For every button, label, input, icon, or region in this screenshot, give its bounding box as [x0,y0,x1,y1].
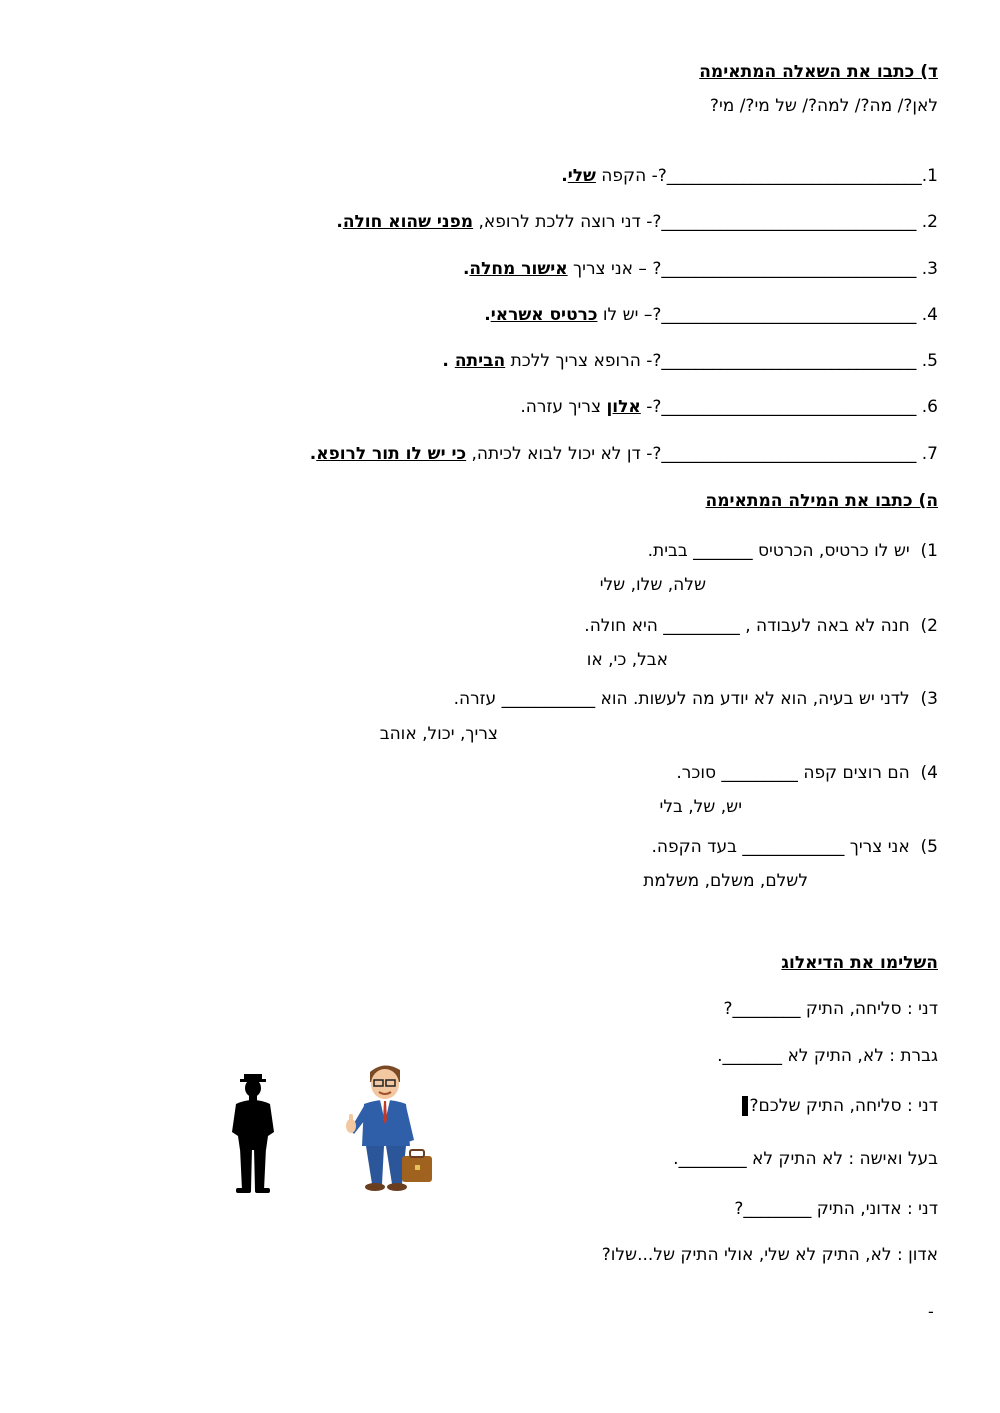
answer-blank[interactable]: ______________________________ [666,166,922,186]
word-options-4: יש, של, בלי [659,797,742,817]
item-number: 5. [921,351,938,371]
item-sentence: הם רוצים קפה _________ סוכר. [676,763,910,783]
item-text: ?- [640,397,662,417]
item-number: 3. [921,259,938,279]
answer-blank[interactable]: ______________________________ [661,212,922,232]
item-sentence: אני צריך ____________ בעד הקפה. [651,837,910,857]
answer-blank[interactable]: ______________________________ [661,259,922,279]
dialogue-text: דני : סליחה, התיק שלכם? [749,1096,938,1116]
item-end: צריך עזרה. [520,397,607,417]
word-options-2: אבל, כי, או [586,650,668,670]
item-text: ?- דן לא יכול לבוא לכיתה, [466,444,662,464]
item-text: ?- הרופא צריך ללכת [505,351,662,371]
question-item-2 [336,211,938,233]
question-words: לאן?/ מה?/ למה?/ של מי?/ מי? [709,96,938,116]
item-end: . [484,305,491,325]
item-end: . [561,166,568,186]
item-number: 5) [920,837,938,857]
item-number: 2) [920,616,938,636]
fill-word-item-3 [454,688,938,710]
fill-word-item-1 [648,540,938,562]
item-sentence: יש לו כרטיס, הכרטיס _______ בבית. [647,541,910,561]
text-cursor [742,1096,748,1116]
section-d-title: ד) כתבו את השאלה המתאימה [699,62,938,82]
footer-mark: - [928,1302,934,1321]
item-highlight: שלי [567,166,596,186]
businessman-icon [340,1060,440,1195]
fill-word-item-2 [584,615,938,637]
item-number: 4) [920,763,938,783]
item-text: ?– יש לו [597,305,662,325]
item-highlight: כרטיס אשראי [490,305,598,325]
item-number: 4. [921,305,938,325]
item-number: 6. [921,397,938,417]
dialogue-line-4: בעל ואישה : לא התיק לא ________. [673,1149,938,1169]
answer-blank[interactable]: ______________________________ [661,444,922,464]
dialogue-line-2: גברת : לא, התיק לא _______. [717,1046,938,1066]
item-end: . [442,351,455,371]
question-item-3 [463,258,938,280]
silhouette-man-icon [222,1070,282,1195]
question-item-1 [561,165,938,187]
question-item-7 [310,443,938,465]
word-options-5: לשלם, משלם, משלמת [643,871,808,891]
item-highlight: כי יש לו תור לרופא [316,444,467,464]
word-options-3: צריך, יכול, אוהב [379,724,498,744]
item-number: 7. [921,444,938,464]
item-end: . [336,212,343,232]
item-highlight: אלון [606,397,641,417]
item-number: 1) [920,541,938,561]
question-item-6 [520,396,938,418]
dialogue-line-3 [742,1095,939,1117]
word-options-1: שלה, שלו, שלי [599,575,706,595]
answer-blank[interactable]: ______________________________ [661,351,922,371]
answer-blank[interactable]: ______________________________ [661,397,922,417]
item-highlight: הביתה [454,351,506,371]
item-end: . [309,444,317,464]
dialogue-line-5: דני : אדוני, התיק ________? [734,1199,938,1219]
item-highlight: אישור מחלה [469,259,568,279]
question-item-4 [484,304,938,326]
item-highlight: מפני שהוא חולה [342,212,474,232]
item-text: ? – אני צריך [567,259,662,279]
item-end: . [462,259,470,279]
item-text: ?- הקפה [595,166,667,186]
fill-word-item-4 [676,762,938,784]
item-sentence: לדני יש בעיה, הוא לא יודע מה לעשות. הוא ___________ עזרה. [453,689,910,709]
item-number: 3) [920,689,938,709]
item-sentence: חנה לא באה לעבודה , _________ היא חולה. [584,616,910,636]
answer-blank[interactable]: ______________________________ [661,305,922,325]
dialogue-line-1: דני : סליחה, התיק ________? [723,999,938,1019]
section-e-title: ה) כתבו את המילה המתאימה [705,491,938,511]
item-number: 2. [921,212,938,232]
dialogue-line-6: אדון : לא, התיק לא שלי, אולי התיק של...שלו? [601,1245,938,1265]
question-item-5 [442,350,938,372]
item-text: ?- דני רוצה ללכת לרופא, [473,212,662,232]
item-number: 1. [921,166,938,186]
dialogue-title: השלימו את הדיאלוג [781,953,938,973]
fill-word-item-5 [651,836,938,858]
